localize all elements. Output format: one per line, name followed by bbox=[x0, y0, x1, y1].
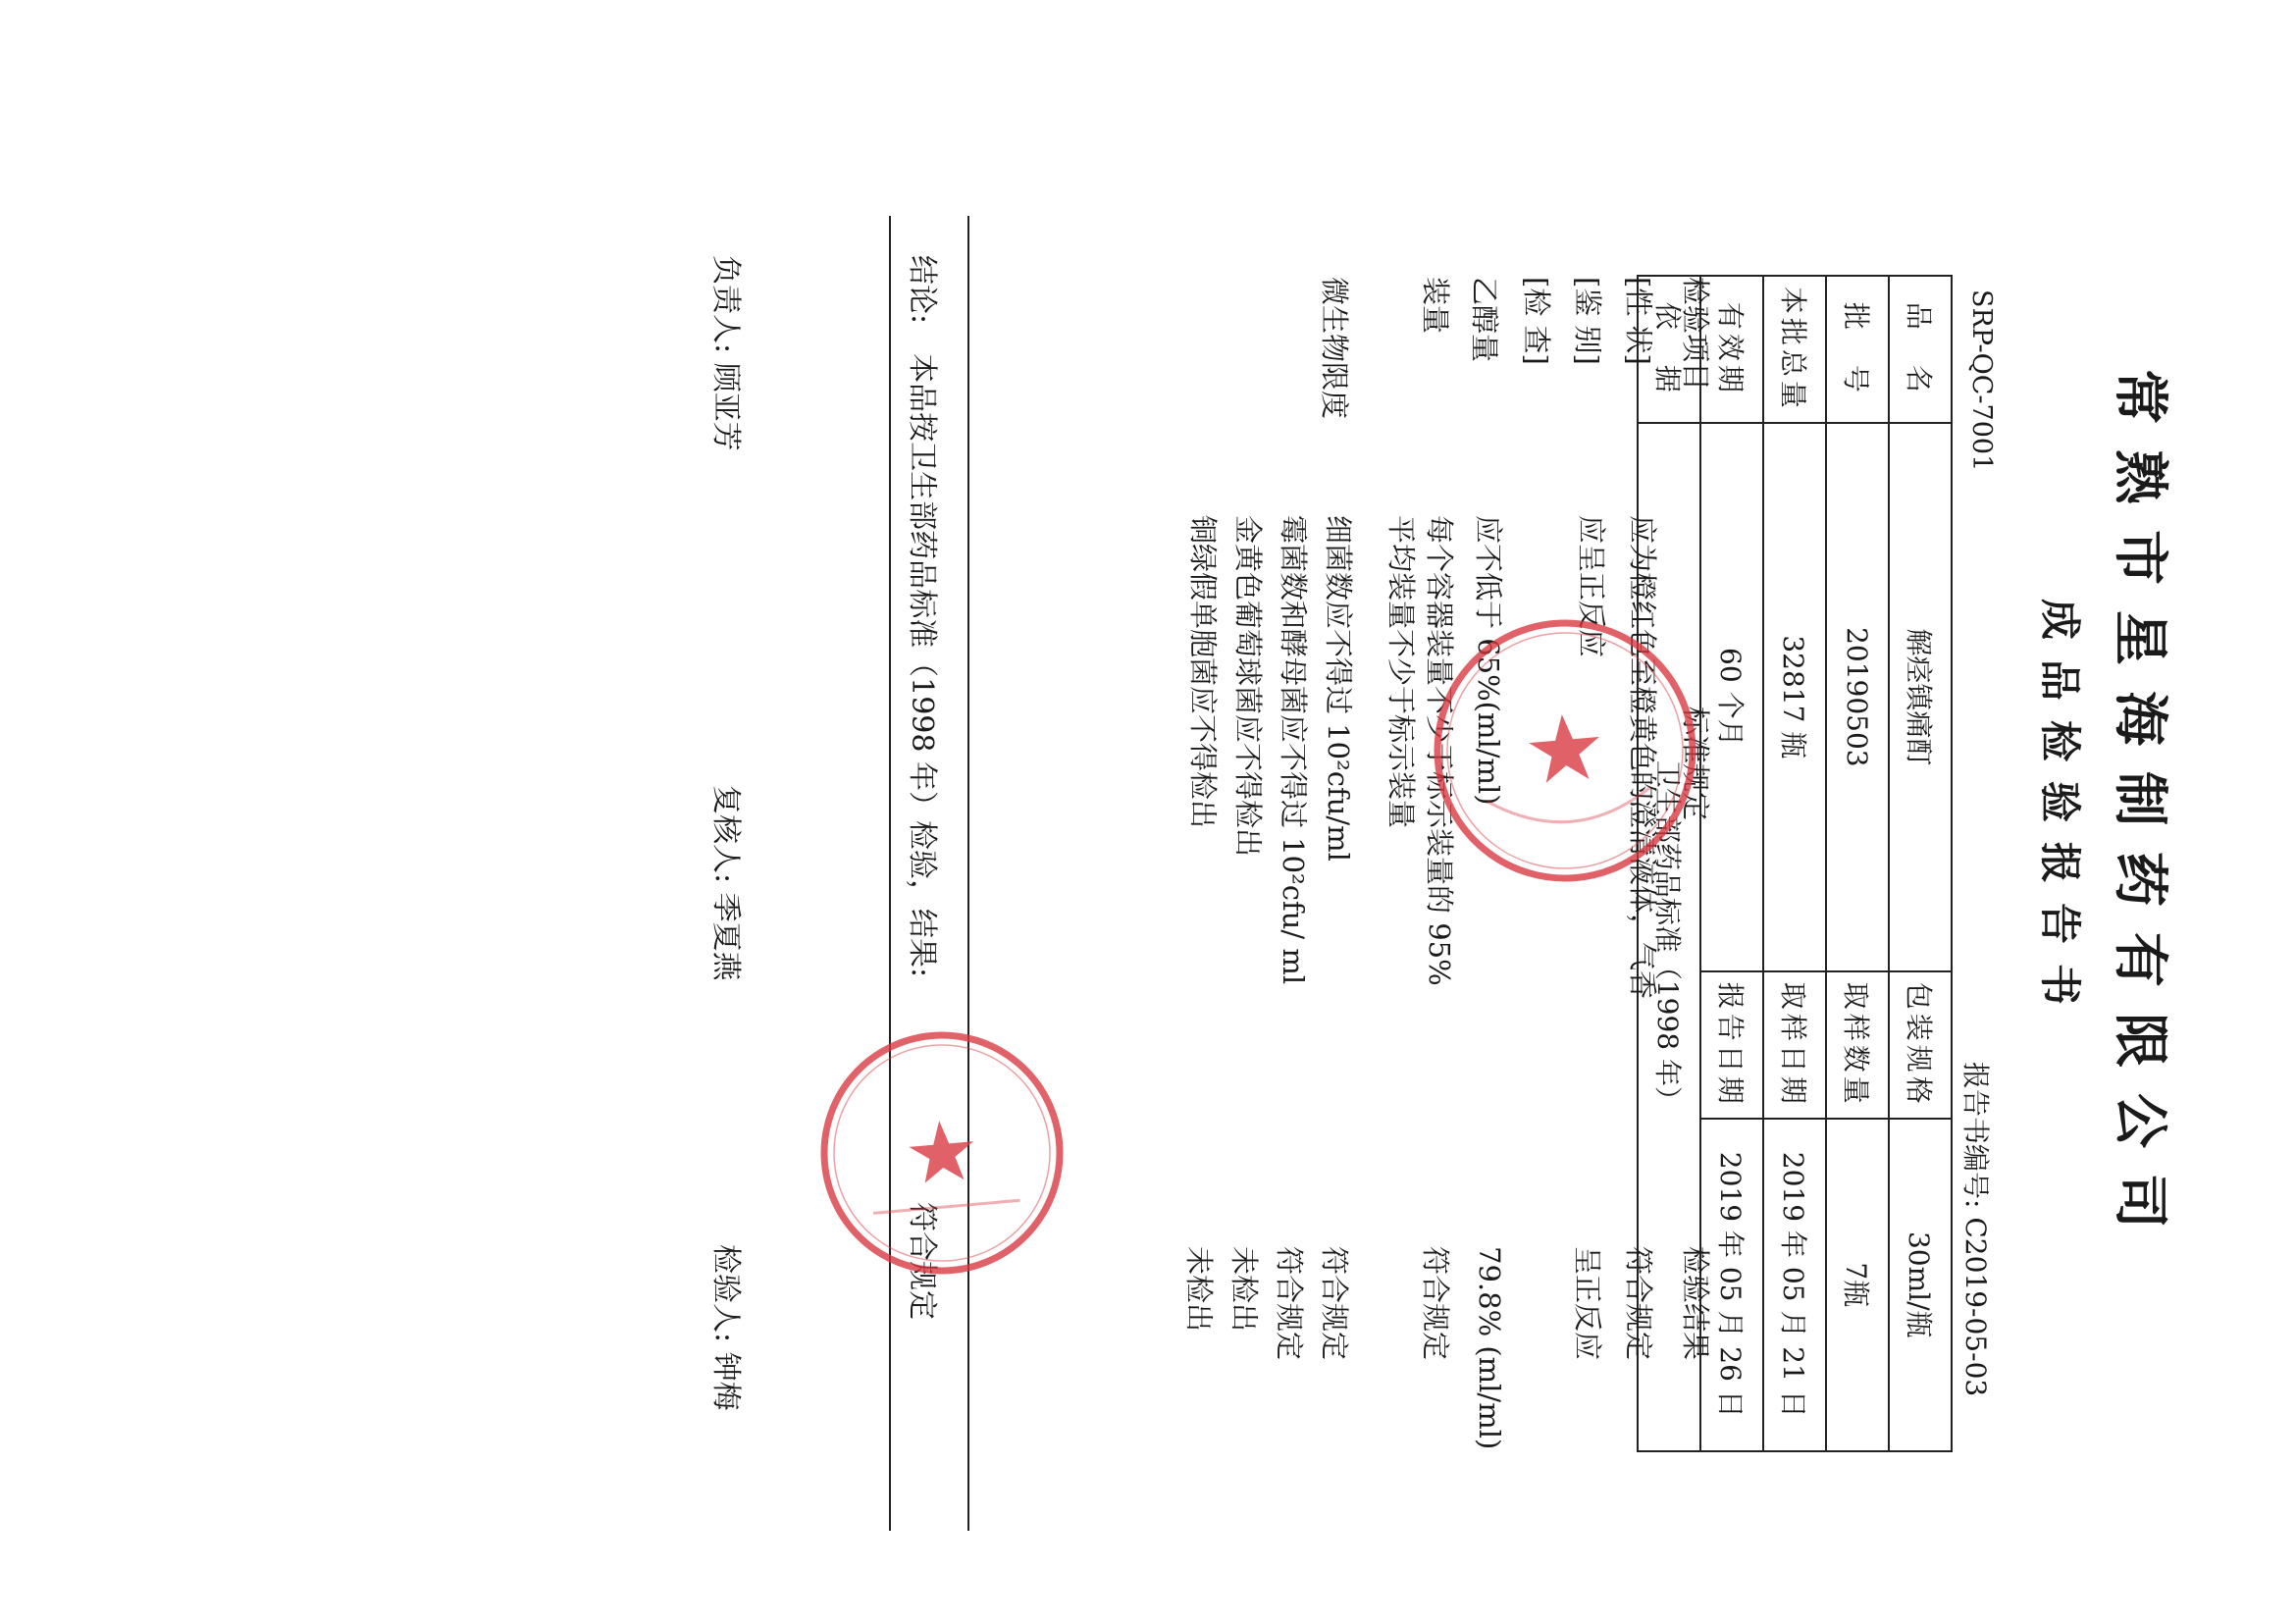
value-sample-date: 2019 年 05 月 21 日 bbox=[1763, 1119, 1826, 1451]
label-sample-date: 取样日期 bbox=[1763, 971, 1826, 1119]
signature-inspector: 检验人: 钟梅 bbox=[708, 1244, 743, 1411]
result-microbial-mold: 符合规定 bbox=[1273, 1246, 1306, 1361]
value-batch-total: 32817 瓶 bbox=[1763, 423, 1826, 971]
value-product-name: 解痉镇痛酊 bbox=[1889, 423, 1952, 971]
table-row bbox=[1763, 276, 1826, 1451]
divider-top bbox=[967, 216, 969, 1531]
spec-filling-line1: 每个容器装量不少于标示装量的 95% bbox=[1423, 515, 1456, 986]
conclusion-text: 结论: 本品按卫生部药品标准（1998 年）检验，结果: bbox=[905, 255, 939, 978]
spec-microbial-mold: 霉菌数和酵母菌应不得过 10²cfu/ ml bbox=[1277, 515, 1310, 985]
spec-appearance: 应为橙红色至橙黄色的澄清液体，气香 bbox=[1626, 515, 1659, 1000]
company-seal-stamp bbox=[809, 1021, 1074, 1285]
company-name: 常熟市星海制药有限公司 bbox=[2108, 369, 2172, 1254]
form-code: SRP-QC-7001 bbox=[1966, 289, 1997, 472]
conclusion-result: 符合规定 bbox=[905, 1202, 939, 1320]
item-microbial: 微生物限度 bbox=[1318, 277, 1351, 420]
spec-identification: 应呈正反应 bbox=[1575, 515, 1608, 658]
spec-filling-line2: 平均装量不少于标示装量 bbox=[1384, 515, 1418, 829]
official-seal-stamp bbox=[1423, 608, 1707, 893]
label-product-name: 品 名 bbox=[1889, 276, 1952, 423]
value-sample-quantity: 7瓶 bbox=[1826, 1119, 1889, 1451]
spec-microbial-bacteria: 细菌数应不得过 10²cfu/ml bbox=[1322, 515, 1355, 862]
column-item: 检验项目 bbox=[1679, 277, 1712, 392]
item-ethanol: 乙醇量 bbox=[1468, 277, 1501, 363]
divider-bottom bbox=[889, 216, 891, 1531]
label-basis: 依 据 bbox=[1638, 276, 1700, 423]
result-filling: 符合规定 bbox=[1419, 1246, 1452, 1361]
label-validity: 有效期 bbox=[1700, 276, 1763, 423]
item-filling: 装量 bbox=[1419, 277, 1452, 335]
spec-ethanol: 应不低于 65%(ml/ml) bbox=[1472, 515, 1505, 806]
result-identification: 呈正反应 bbox=[1571, 1246, 1604, 1361]
result-ethanol: 79.8% (ml/ml) bbox=[1473, 1246, 1506, 1450]
item-identification: [鉴 别] bbox=[1571, 277, 1604, 365]
report-number: 报告书编号: C2019-05-03 bbox=[1959, 1062, 1992, 1397]
signature-responsible: 负责人: 顾亚芳 bbox=[708, 255, 743, 451]
spec-microbial-staph: 金黄色葡萄球菌应不得检出 bbox=[1231, 515, 1265, 858]
value-validity: 60 个月 bbox=[1700, 423, 1763, 971]
value-batch-number: 20190503 bbox=[1826, 423, 1889, 971]
label-batch-number: 批 号 bbox=[1826, 276, 1889, 423]
column-spec: 标准规定 bbox=[1679, 707, 1712, 821]
column-result: 检验结果 bbox=[1679, 1246, 1712, 1361]
value-package-spec: 30ml/瓶 bbox=[1889, 1119, 1952, 1451]
item-inspection: [检 查] bbox=[1520, 277, 1553, 365]
label-batch-total: 本批总量 bbox=[1763, 276, 1826, 423]
result-microbial-pseudomonas: 未检出 bbox=[1182, 1246, 1216, 1333]
result-microbial-staph: 未检出 bbox=[1227, 1246, 1261, 1333]
result-appearance: 符合规定 bbox=[1622, 1246, 1655, 1361]
label-report-date: 报告日期 bbox=[1700, 971, 1763, 1119]
signature-reviewer: 复核人: 季夏燕 bbox=[708, 785, 743, 981]
result-microbial-bacteria: 符合规定 bbox=[1318, 1246, 1351, 1361]
item-appearance: [性 状] bbox=[1622, 277, 1655, 365]
report-title: 成品检验报告书 bbox=[2036, 598, 2084, 1024]
value-report-date: 2019 年 05 月 26 日 bbox=[1700, 1119, 1763, 1451]
table-row bbox=[1889, 276, 1952, 1451]
value-basis: 卫生部药品标准（1998 年） bbox=[1638, 423, 1700, 1451]
spec-microbial-pseudomonas: 铜绿假单胞菌应不得检出 bbox=[1186, 515, 1220, 829]
label-sample-quantity: 取样数量 bbox=[1826, 971, 1889, 1119]
table-row bbox=[1826, 276, 1889, 1451]
label-package-spec: 包装规格 bbox=[1889, 971, 1952, 1119]
